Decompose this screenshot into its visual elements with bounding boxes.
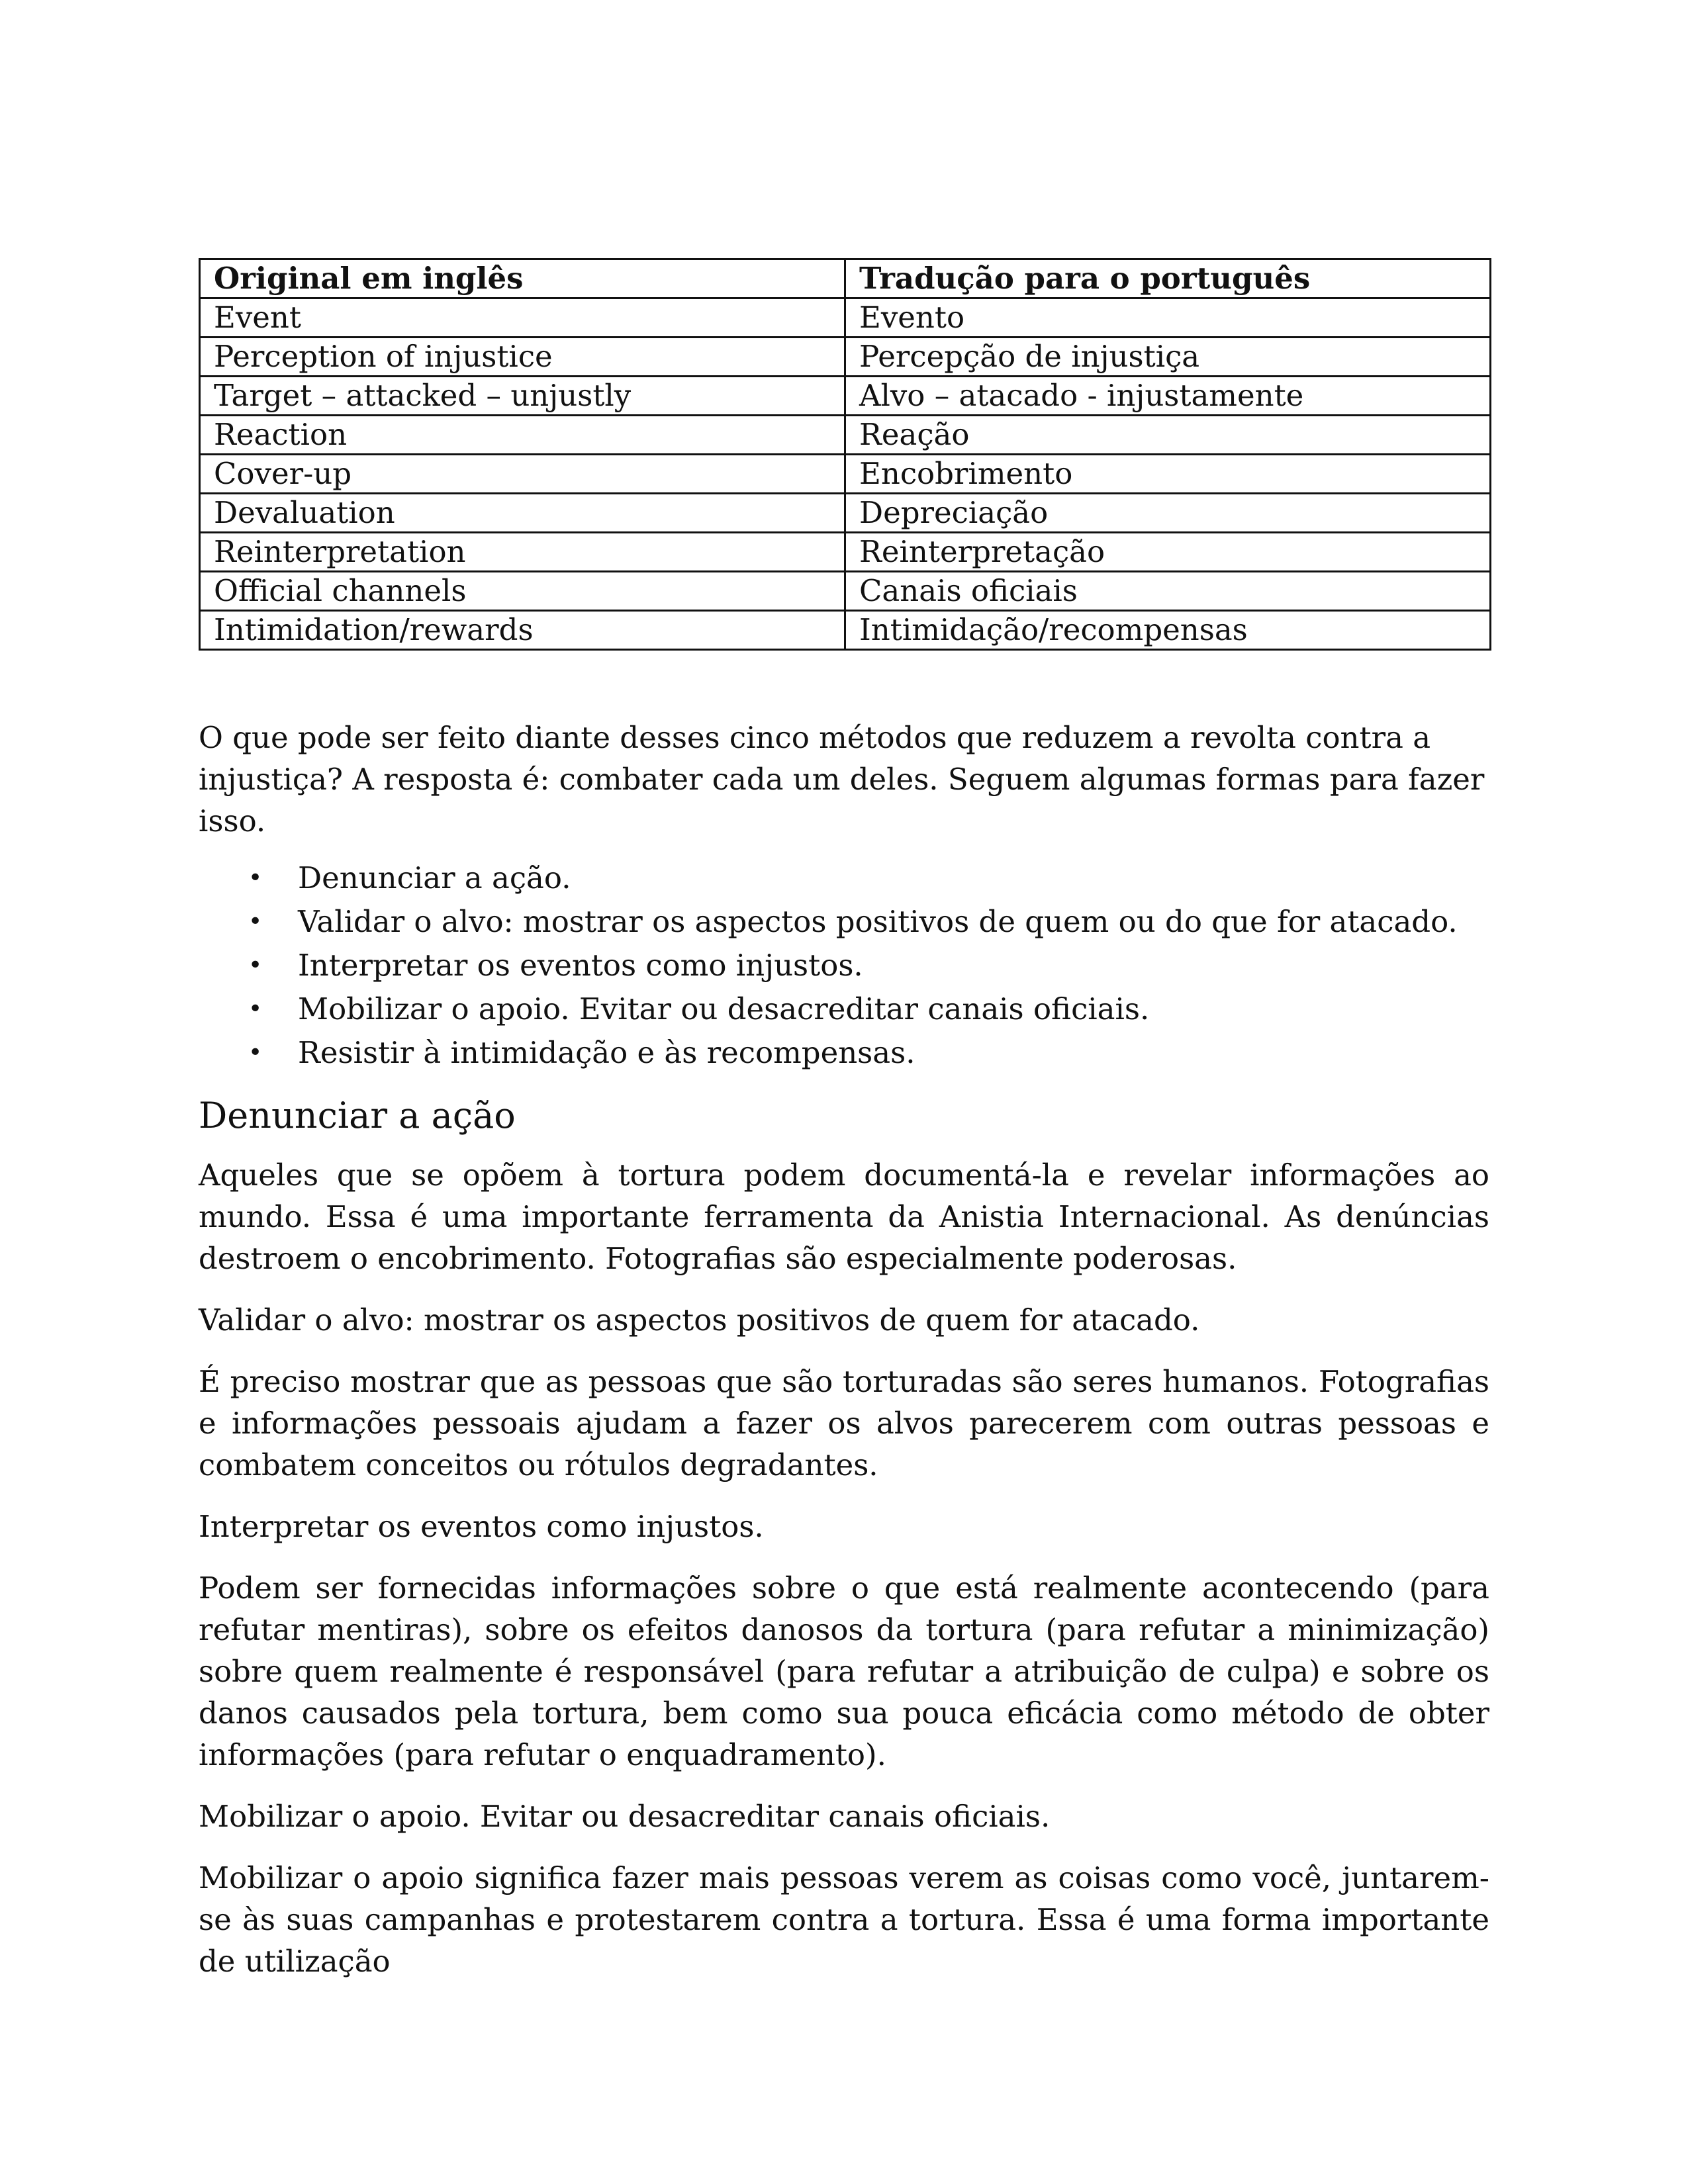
list-item-text: Mobilizar o apoio. Evitar ou desacreditar canais oficiais. — [298, 991, 1150, 1026]
bullet-icon: • — [248, 1039, 263, 1066]
cell-portuguese: Evento — [845, 298, 1491, 338]
table-row — [200, 611, 1491, 650]
table-row — [200, 338, 1491, 377]
list-item — [199, 987, 1489, 1031]
cell-portuguese: Canais oficiais — [845, 572, 1491, 611]
intro-paragraph: O que pode ser feito diante desses cinco métodos que reduzem a revolta contra a injustiça? A resposta é: combater cada um deles. Seguem algumas formas para fazer isso. — [199, 720, 1485, 839]
bullet-icon: • — [248, 952, 263, 979]
cell-english: Intimidation/rewards — [200, 611, 845, 650]
header-original: Original em inglês — [200, 259, 845, 298]
table-row — [200, 494, 1491, 533]
cell-english: Reaction — [200, 416, 845, 455]
cell-english: Cover-up — [200, 455, 845, 494]
cell-english: Event — [200, 298, 845, 338]
cell-english: Reinterpretation — [200, 533, 845, 572]
subheading-paragraph: Mobilizar o apoio. Evitar ou desacreditar canais oficiais. — [199, 1799, 1051, 1834]
list-item-text: Interpretar os eventos como injustos. — [298, 948, 863, 983]
translation-table — [199, 258, 1491, 651]
bullet-icon: • — [248, 995, 263, 1023]
list-item-text: Validar o alvo: mostrar os aspectos positivos de quem ou do que for atacado. — [298, 904, 1458, 939]
document-page — [199, 258, 1489, 1982]
cell-english: Target – attacked – unjustly — [200, 377, 845, 416]
list-item-text: Resistir à intimidação e às recompensas. — [298, 1035, 915, 1070]
cell-portuguese: Alvo – atacado - injustamente — [845, 377, 1491, 416]
table-row — [200, 455, 1491, 494]
table-row — [200, 298, 1491, 338]
cell-english: Devaluation — [200, 494, 845, 533]
section-heading: Denunciar a ação — [199, 1095, 516, 1136]
list-item — [199, 900, 1489, 944]
bullet-icon: • — [248, 908, 263, 935]
list-item — [199, 856, 1489, 900]
body-paragraph: Podem ser fornecidas informações sobre o que está realmente acontecendo (para refutar mentiras), sobre os efeitos danosos da tortura (para refutar a minimização) sobre quem realmente é responsável (para refutar a atribuição de culpa) e sobre os danos causados pela tortura, bem como sua pouca eficácia como método de obter informações (para refutar o enquadramento). — [199, 1570, 1489, 1772]
cell-english: Official channels — [200, 572, 845, 611]
list-item-text: Denunciar a ação. — [298, 860, 571, 895]
cell-english: Perception of injustice — [200, 338, 845, 377]
table-row — [200, 572, 1491, 611]
header-translation: Tradução para o português — [845, 259, 1491, 298]
cell-portuguese: Percepção de injustiça — [845, 338, 1491, 377]
cell-portuguese: Depreciação — [845, 494, 1491, 533]
table-row — [200, 377, 1491, 416]
subheading-paragraph: Validar o alvo: mostrar os aspectos positivos de quem for atacado. — [199, 1302, 1200, 1338]
table-header-row — [200, 259, 1491, 298]
subheading-paragraph: Interpretar os eventos como injustos. — [199, 1509, 764, 1544]
table-row — [200, 416, 1491, 455]
cell-portuguese: Intimidação/recompensas — [845, 611, 1491, 650]
cell-portuguese: Reinterpretação — [845, 533, 1491, 572]
body-paragraph: É preciso mostrar que as pessoas que são torturadas são seres humanos. Fotografias e informações pessoais ajudam a fazer os alvos parecerem com outras pessoas e combatem conceitos ou rótulos degradantes. — [199, 1364, 1489, 1482]
body-paragraph: Mobilizar o apoio significa fazer mais pessoas verem as coisas como você, juntarem-se às suas campanhas e protestarem contra a tortura. Essa é uma forma importante de utilização — [199, 1860, 1489, 1979]
cell-portuguese: Reação — [845, 416, 1491, 455]
bullet-icon: • — [248, 864, 263, 891]
table-row — [200, 533, 1491, 572]
body-paragraph: Aqueles que se opõem à tortura podem documentá-la e revelar informações ao mundo. Essa é uma importante ferramenta da Anistia Internacional. As denúncias destroem o encobrimento. Fotografias são especialmente poderosas. — [199, 1158, 1489, 1276]
cell-portuguese: Encobrimento — [845, 455, 1491, 494]
list-item — [199, 1031, 1489, 1075]
list-item — [199, 944, 1489, 987]
strategy-list — [199, 856, 1489, 1075]
